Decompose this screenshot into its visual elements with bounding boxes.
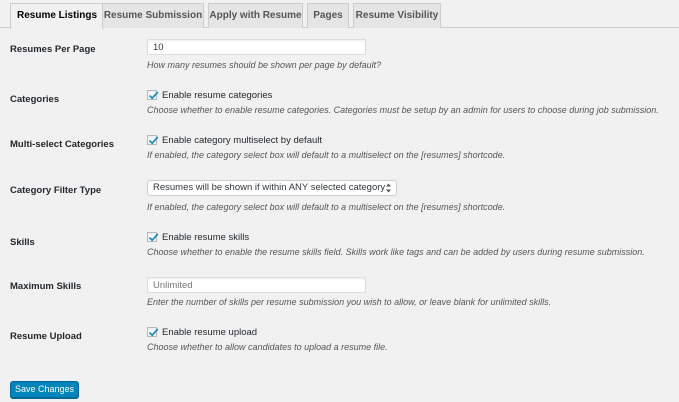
multiselect-checkbox-label: Enable category multiselect by default xyxy=(162,134,323,146)
category-filter-type-description: If enabled, the category select box will default to a multiselect on the [resumes] shortcode. xyxy=(147,202,506,212)
categories-label: Categories xyxy=(10,94,60,105)
checkmark-icon xyxy=(147,326,160,339)
checkmark-icon xyxy=(147,89,160,102)
tab-resume-listings[interactable]: Resume Listings xyxy=(10,3,104,29)
skills-checkbox-label: Enable resume skills xyxy=(162,231,250,243)
resume-upload-description: Choose whether to allow candidates to upload a resume file. xyxy=(147,342,388,352)
resumes-per-page-description: How many resumes should be shown per page by default? xyxy=(147,60,382,70)
save-changes-button[interactable]: Save Changes xyxy=(10,381,79,398)
resume-upload-checkbox[interactable] xyxy=(147,327,157,337)
multiselect-description: If enabled, the category select box will default to a multiselect on the [resumes] shortcode. xyxy=(147,150,506,160)
skills-label: Skills xyxy=(10,237,35,248)
category-filter-type-value: Resumes will be shown if within ANY selected category xyxy=(153,182,386,193)
category-filter-type-select[interactable] xyxy=(147,180,397,196)
maximum-skills-label: Maximum Skills xyxy=(10,281,82,292)
tab-pages[interactable]: Pages xyxy=(307,3,349,28)
multiselect-checkbox-row[interactable] xyxy=(147,134,322,146)
resumes-per-page-input[interactable]: 10 xyxy=(147,39,366,55)
settings-tabs xyxy=(0,0,679,28)
categories-checkbox-row[interactable] xyxy=(147,89,272,101)
select-arrows-icon xyxy=(385,183,392,193)
tab-apply-with-resume[interactable]: Apply with Resume xyxy=(208,3,303,28)
tab-resume-visibility[interactable]: Resume Visibility xyxy=(353,3,441,28)
checkmark-icon xyxy=(147,231,160,244)
resume-upload-checkbox-row[interactable] xyxy=(147,326,257,338)
categories-checkbox-label: Enable resume categories xyxy=(162,89,273,101)
categories-checkbox[interactable] xyxy=(147,90,157,100)
checkmark-icon xyxy=(147,134,160,147)
skills-checkbox[interactable] xyxy=(147,232,157,242)
skills-checkbox-row[interactable] xyxy=(147,231,249,243)
resumes-per-page-label: Resumes Per Page xyxy=(10,44,96,55)
maximum-skills-description: Enter the number of skills per resume submission you wish to allow, or leave blank for unlimited skills. xyxy=(147,297,552,307)
resume-upload-checkbox-label: Enable resume upload xyxy=(162,326,258,338)
maximum-skills-input[interactable]: Unlimited xyxy=(147,277,366,293)
multiselect-categories-label: Multi-select Categories xyxy=(10,139,114,150)
categories-description: Choose whether to enable resume categories. Categories must be setup by an admin for users to choose during job submission. xyxy=(147,105,659,115)
skills-description: Choose whether to enable the resume skills field. Skills work like tags and can be added by users during resume submission. xyxy=(147,247,645,257)
multiselect-checkbox[interactable] xyxy=(147,135,157,145)
category-filter-type-label: Category Filter Type xyxy=(10,185,102,196)
tab-resume-submission[interactable]: Resume Submission xyxy=(102,3,204,28)
resume-upload-label: Resume Upload xyxy=(10,331,82,342)
